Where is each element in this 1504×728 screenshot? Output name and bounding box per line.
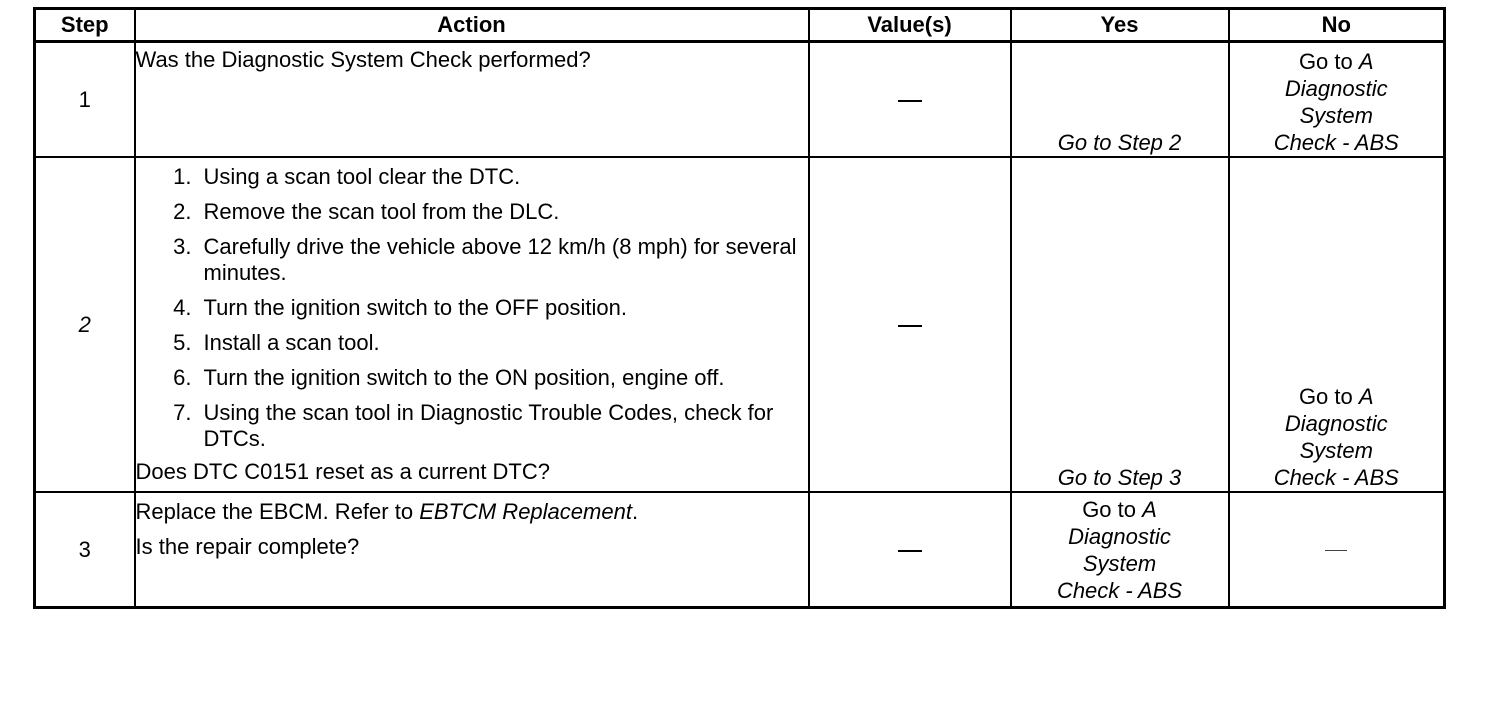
goto-prefix: Go to — [1298, 384, 1359, 409]
step-text: Install a scan tool. — [203, 330, 380, 355]
header-yes: Yes — [1011, 9, 1229, 42]
goto-ref-line2: Diagnostic — [1284, 411, 1388, 436]
goto-ref-a: A — [1358, 384, 1374, 409]
procedure-step — [136, 234, 808, 286]
no-cell — [1229, 492, 1445, 608]
goto-ref-line4: Check - ABS — [1056, 577, 1183, 603]
action-prefix: Replace the EBCM. Refer to — [135, 499, 420, 524]
value-cell — [809, 42, 1011, 158]
step-num: 1. — [173, 164, 192, 189]
goto-ref-line3: System — [1299, 438, 1373, 463]
step-text: Using a scan tool clear the DTC. — [203, 164, 521, 189]
value-cell — [809, 157, 1011, 492]
goto-prefix: Go to — [1082, 496, 1143, 522]
no-cell — [1229, 157, 1445, 492]
goto-ref-a: A — [1358, 49, 1374, 74]
action-instruction — [136, 499, 808, 525]
step-num: 4. — [173, 295, 192, 320]
step-number: 2 — [35, 157, 135, 492]
goto-ref-line3: System — [1082, 550, 1157, 576]
goto-ref-line4: Check - ABS — [1273, 465, 1399, 490]
value-cell — [809, 492, 1011, 608]
yes-cell — [1011, 492, 1229, 608]
value-dash — [898, 550, 922, 552]
yes-goto-step[interactable]: Go to Step 3 — [1057, 465, 1182, 490]
goto-ref-line4: Check - ABS — [1273, 130, 1399, 155]
yes-goto-step[interactable]: Go to Step 2 — [1057, 130, 1182, 155]
action-suffix: . — [631, 499, 639, 524]
step-text: Turn the ignition switch to the ON position, engine off. — [203, 365, 725, 390]
value-dash — [898, 100, 922, 102]
procedure-steps — [136, 164, 808, 452]
table-row — [35, 157, 1445, 492]
action-question: Was the Diagnostic System Check performed? — [135, 47, 591, 72]
no-goto-link[interactable] — [1230, 48, 1444, 156]
goto-prefix: Go to — [1298, 49, 1359, 74]
table-row — [35, 492, 1445, 608]
header-step: Step — [35, 9, 135, 42]
goto-ref-line2: Diagnostic — [1068, 523, 1171, 549]
step-text: Carefully drive the vehicle above 12 km/h (8 mph) for several minutes. — [203, 234, 797, 285]
action-question: Is the repair complete? — [135, 534, 360, 559]
step-num: 6. — [173, 365, 192, 390]
no-cell — [1229, 42, 1445, 158]
table-row — [35, 42, 1445, 158]
step-num: 3. — [173, 234, 192, 259]
procedure-step — [136, 330, 808, 356]
yes-cell — [1011, 42, 1229, 158]
procedure-step — [136, 295, 808, 321]
step-number: 3 — [35, 492, 135, 608]
step-text: Turn the ignition switch to the OFF position. — [203, 295, 627, 320]
yes-cell — [1011, 157, 1229, 492]
procedure-step — [136, 400, 808, 452]
action-question: Does DTC C0151 reset as a current DTC? — [135, 459, 550, 484]
procedure-step — [136, 164, 808, 190]
action-cell — [135, 157, 809, 492]
step-number: 1 — [35, 42, 135, 158]
step-text: Remove the scan tool from the DLC. — [203, 199, 560, 224]
no-dash — [1325, 550, 1347, 551]
header-action: Action — [135, 9, 809, 42]
yes-goto-link[interactable] — [1012, 496, 1228, 604]
step-num: 5. — [173, 330, 192, 355]
table-header-row — [35, 9, 1445, 42]
procedure-step — [136, 199, 808, 225]
no-goto-link[interactable] — [1230, 383, 1444, 491]
action-reference-link[interactable]: EBTCM Replacement — [419, 499, 632, 524]
goto-ref-a: A — [1142, 496, 1157, 522]
header-no: No — [1229, 9, 1445, 42]
goto-ref-line3: System — [1299, 103, 1373, 128]
header-values: Value(s) — [809, 9, 1011, 42]
action-cell — [135, 492, 809, 608]
step-num: 2. — [173, 199, 192, 224]
diagnostic-table — [33, 7, 1446, 609]
step-num: 7. — [173, 400, 192, 425]
procedure-step — [136, 365, 808, 391]
value-dash — [898, 325, 922, 327]
step-text: Using the scan tool in Diagnostic Trouble Codes, check for DTCs. — [203, 400, 774, 451]
goto-ref-line2: Diagnostic — [1284, 76, 1388, 101]
action-cell — [135, 42, 809, 158]
